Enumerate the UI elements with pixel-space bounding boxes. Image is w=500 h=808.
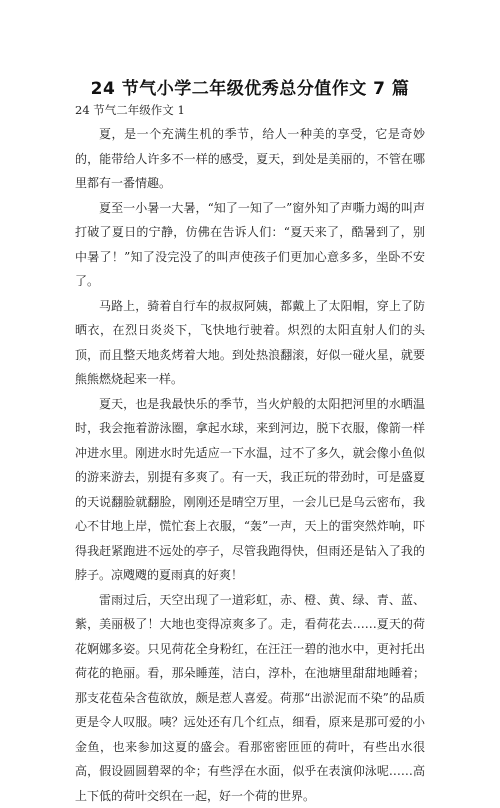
section-heading: 24 节气二年级作文 1 [75,102,185,118]
paragraph: 夏天，也是我最快乐的季节，当火炉般的太阳把河里的水晒温时，我会拖着游泳圈，拿起水球，来到河边，脱下衣服，像箭一样冲进水里。刚进水时先适应一下水温，过不了多久，就会像小鱼似的游来游去，别提有多爽了。有一天，我正玩的带劲时，可是盛夏的天说翻脸就翻脸，刚刚还是晴空万里，一会儿已是乌云密布，我心不甘地上岸，慌忙套上衣服，“轰”一声，天上的雷突然炸响，吓得我赶紧跑进不远处的亭子，尽管我跑得快，但雨还是钻入了我的脖子。凉飕飕的夏雨真的好爽！ [75,392,425,588]
paragraph: 夏，是一个充满生机的季节，给人一种美的享受，它是奇妙的，能带给人许多不一样的感受，夏天，到处是美丽的，不管在哪里都有一番情趣。 [75,122,425,196]
paragraph: 雷雨过后，天空出现了一道彩虹，赤、橙、黄、绿、青、蓝、紫，美丽极了！大地也变得凉爽多了。走，看荷花去……夏天的荷花婀娜多姿。只见荷花全身粉红，在汪汪一碧的池水中，更衬托出荷花的艳丽。看，那朵睡莲，洁白，淳朴，在池塘里甜甜地睡着；那支花苞朵含苞欲放，颇是惹人喜爱。荷那“出淤泥而不染”的品质更是令人叹服。咦？远处还有几个红点，细看，原来是那可爱的小金鱼，也来参加这夏的盛会。看那密密匝匝的荷叶，有些出水很高，假设圆圆碧翠的伞；有些浮在水面，似乎在表演仰泳呢……高上下低的荷叶交织在一起，好一个荷的世界。 [75,588,425,808]
paragraph: 马路上，骑着自行车的叔叔阿姨，都戴上了太阳帽，穿上了防晒衣，在烈日炎炎下，飞快地行驶着。炽烈的太阳直射人们的头顶，而且整天地炙烤着大地。到处热浪翻滚，好似一碰火星，就要熊熊燃烧起来一样。 [75,294,425,392]
document-title: 24 节气小学二年级优秀总分值作文 7 篇 [0,74,500,99]
document-body [75,122,425,808]
paragraph: 夏至一小暑一大暑，“知了一知了一”窗外知了声嘶力竭的叫声打破了夏日的宁静，仿佛在告诉人们：“夏天来了，酷暑到了，别中暑了！”知了没完没了的叫声使孩子们更加心意多多，坐卧不安了。 [75,196,425,294]
